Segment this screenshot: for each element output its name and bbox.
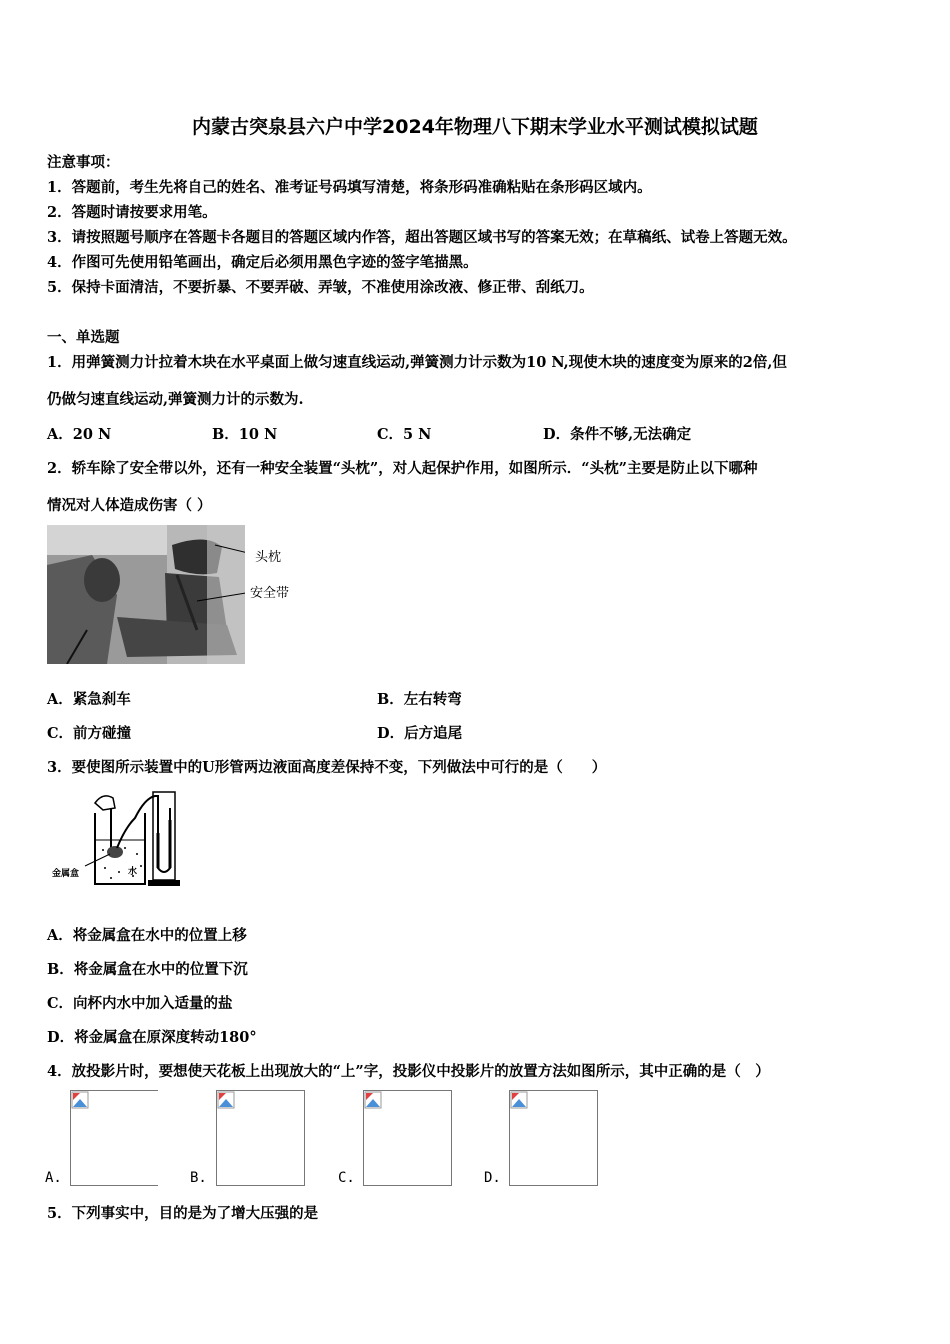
note-item-1: 1．答题前，考生先将自己的姓名、准考证号码填写清楚，将条形码准确粘贴在条形码区域内。: [47, 179, 652, 196]
q1-option-c: C．5 N: [377, 426, 432, 443]
car-seat-figure: [47, 525, 245, 664]
q4-option-a-label: A.: [45, 1170, 62, 1186]
q3-option-d: D．将金属盒在原深度转动180°: [47, 1029, 257, 1046]
note-item-2: 2．答题时请按要求用笔。: [47, 204, 217, 221]
q3-stem: 3．要使图所示装置中的U形管两边液面高度差保持不变，下列做法中可行的是（ ）: [47, 759, 607, 776]
q4-option-a-image: [70, 1090, 158, 1186]
q1-stem-line2: 仍做匀速直线运动,弹簧测力计的示数为.: [47, 391, 304, 408]
broken-image-icon: [71, 1091, 89, 1109]
note-item-4: 4．作图可先使用铅笔画出，确定后必须用黑色字迹的签字笔描黑。: [47, 254, 478, 271]
q4-stem: 4．放投影片时，要想使天花板上出现放大的“上”字，投影仪中投影片的放置方法如图所示，其中正确的是（ ）: [47, 1063, 770, 1080]
q4-option-d-image: [509, 1090, 598, 1186]
q4-option-c-image: [363, 1090, 452, 1186]
q2-option-c: C．前方碰撞: [47, 725, 132, 742]
q4-option-c-label: C.: [338, 1170, 355, 1186]
section-heading: 一、单选题: [47, 329, 120, 346]
q3-option-b: B．将金属盒在水中的位置下沉: [47, 961, 248, 978]
broken-image-icon: [217, 1091, 235, 1109]
q4-option-b-image: [216, 1090, 305, 1186]
broken-image-icon: [364, 1091, 382, 1109]
q1-stem-line1: 1．用弹簧测力计拉着木块在水平桌面上做匀速直线运动,弹簧测力计示数为10 N,现使木块的速度变为原来的2倍,但: [47, 354, 787, 371]
broken-image-icon: [510, 1091, 528, 1109]
q2-option-a: A．紧急刹车: [47, 691, 131, 708]
q4-option-b-label: B.: [190, 1170, 207, 1186]
q1-option-a: A．20 N: [47, 426, 112, 443]
q5-stem: 5．下列事实中，目的是为了增大压强的是: [47, 1205, 319, 1222]
q3-option-a: A．将金属盒在水中的位置上移: [47, 927, 247, 944]
q1-option-b: B．10 N: [212, 426, 278, 443]
note-item-5: 5．保持卡面清洁，不要折暴、不要弄破、弄皱，不准使用涂改液、修正带、刮纸刀。: [47, 279, 594, 296]
seatbelt-label: 安全带: [250, 586, 290, 601]
headrest-label: 头枕: [255, 550, 282, 565]
q2-option-b: B．左右转弯: [377, 691, 462, 708]
notes-heading: 注意事项：: [47, 154, 120, 171]
water-label: 水: [128, 867, 138, 877]
q4-option-d-label: D.: [484, 1170, 501, 1186]
q1-option-d: D．条件不够,无法确定: [543, 426, 692, 443]
q2-stem-line1: 2．轿车除了安全带以外，还有一种安全装置“头枕”，对人起保护作用，如图所示．“头枕”主要是防止以下哪种: [47, 460, 758, 477]
metal-box-label: 金属盒: [52, 869, 80, 879]
page-title: 内蒙古突泉县六户中学2024年物理八下期末学业水平测试模拟试题: [192, 116, 758, 138]
note-item-3: 3．请按照题号顺序在答题卡各题目的答题区域内作答，超出答题区域书写的答案无效；在草稿纸、试卷上答题无效。: [47, 229, 797, 246]
q2-option-d: D．后方追尾: [377, 725, 463, 742]
q3-option-c: C．向杯内水中加入适量的盐: [47, 995, 233, 1012]
q2-stem-line2: 情况对人体造成伤害（ ）: [47, 497, 212, 514]
